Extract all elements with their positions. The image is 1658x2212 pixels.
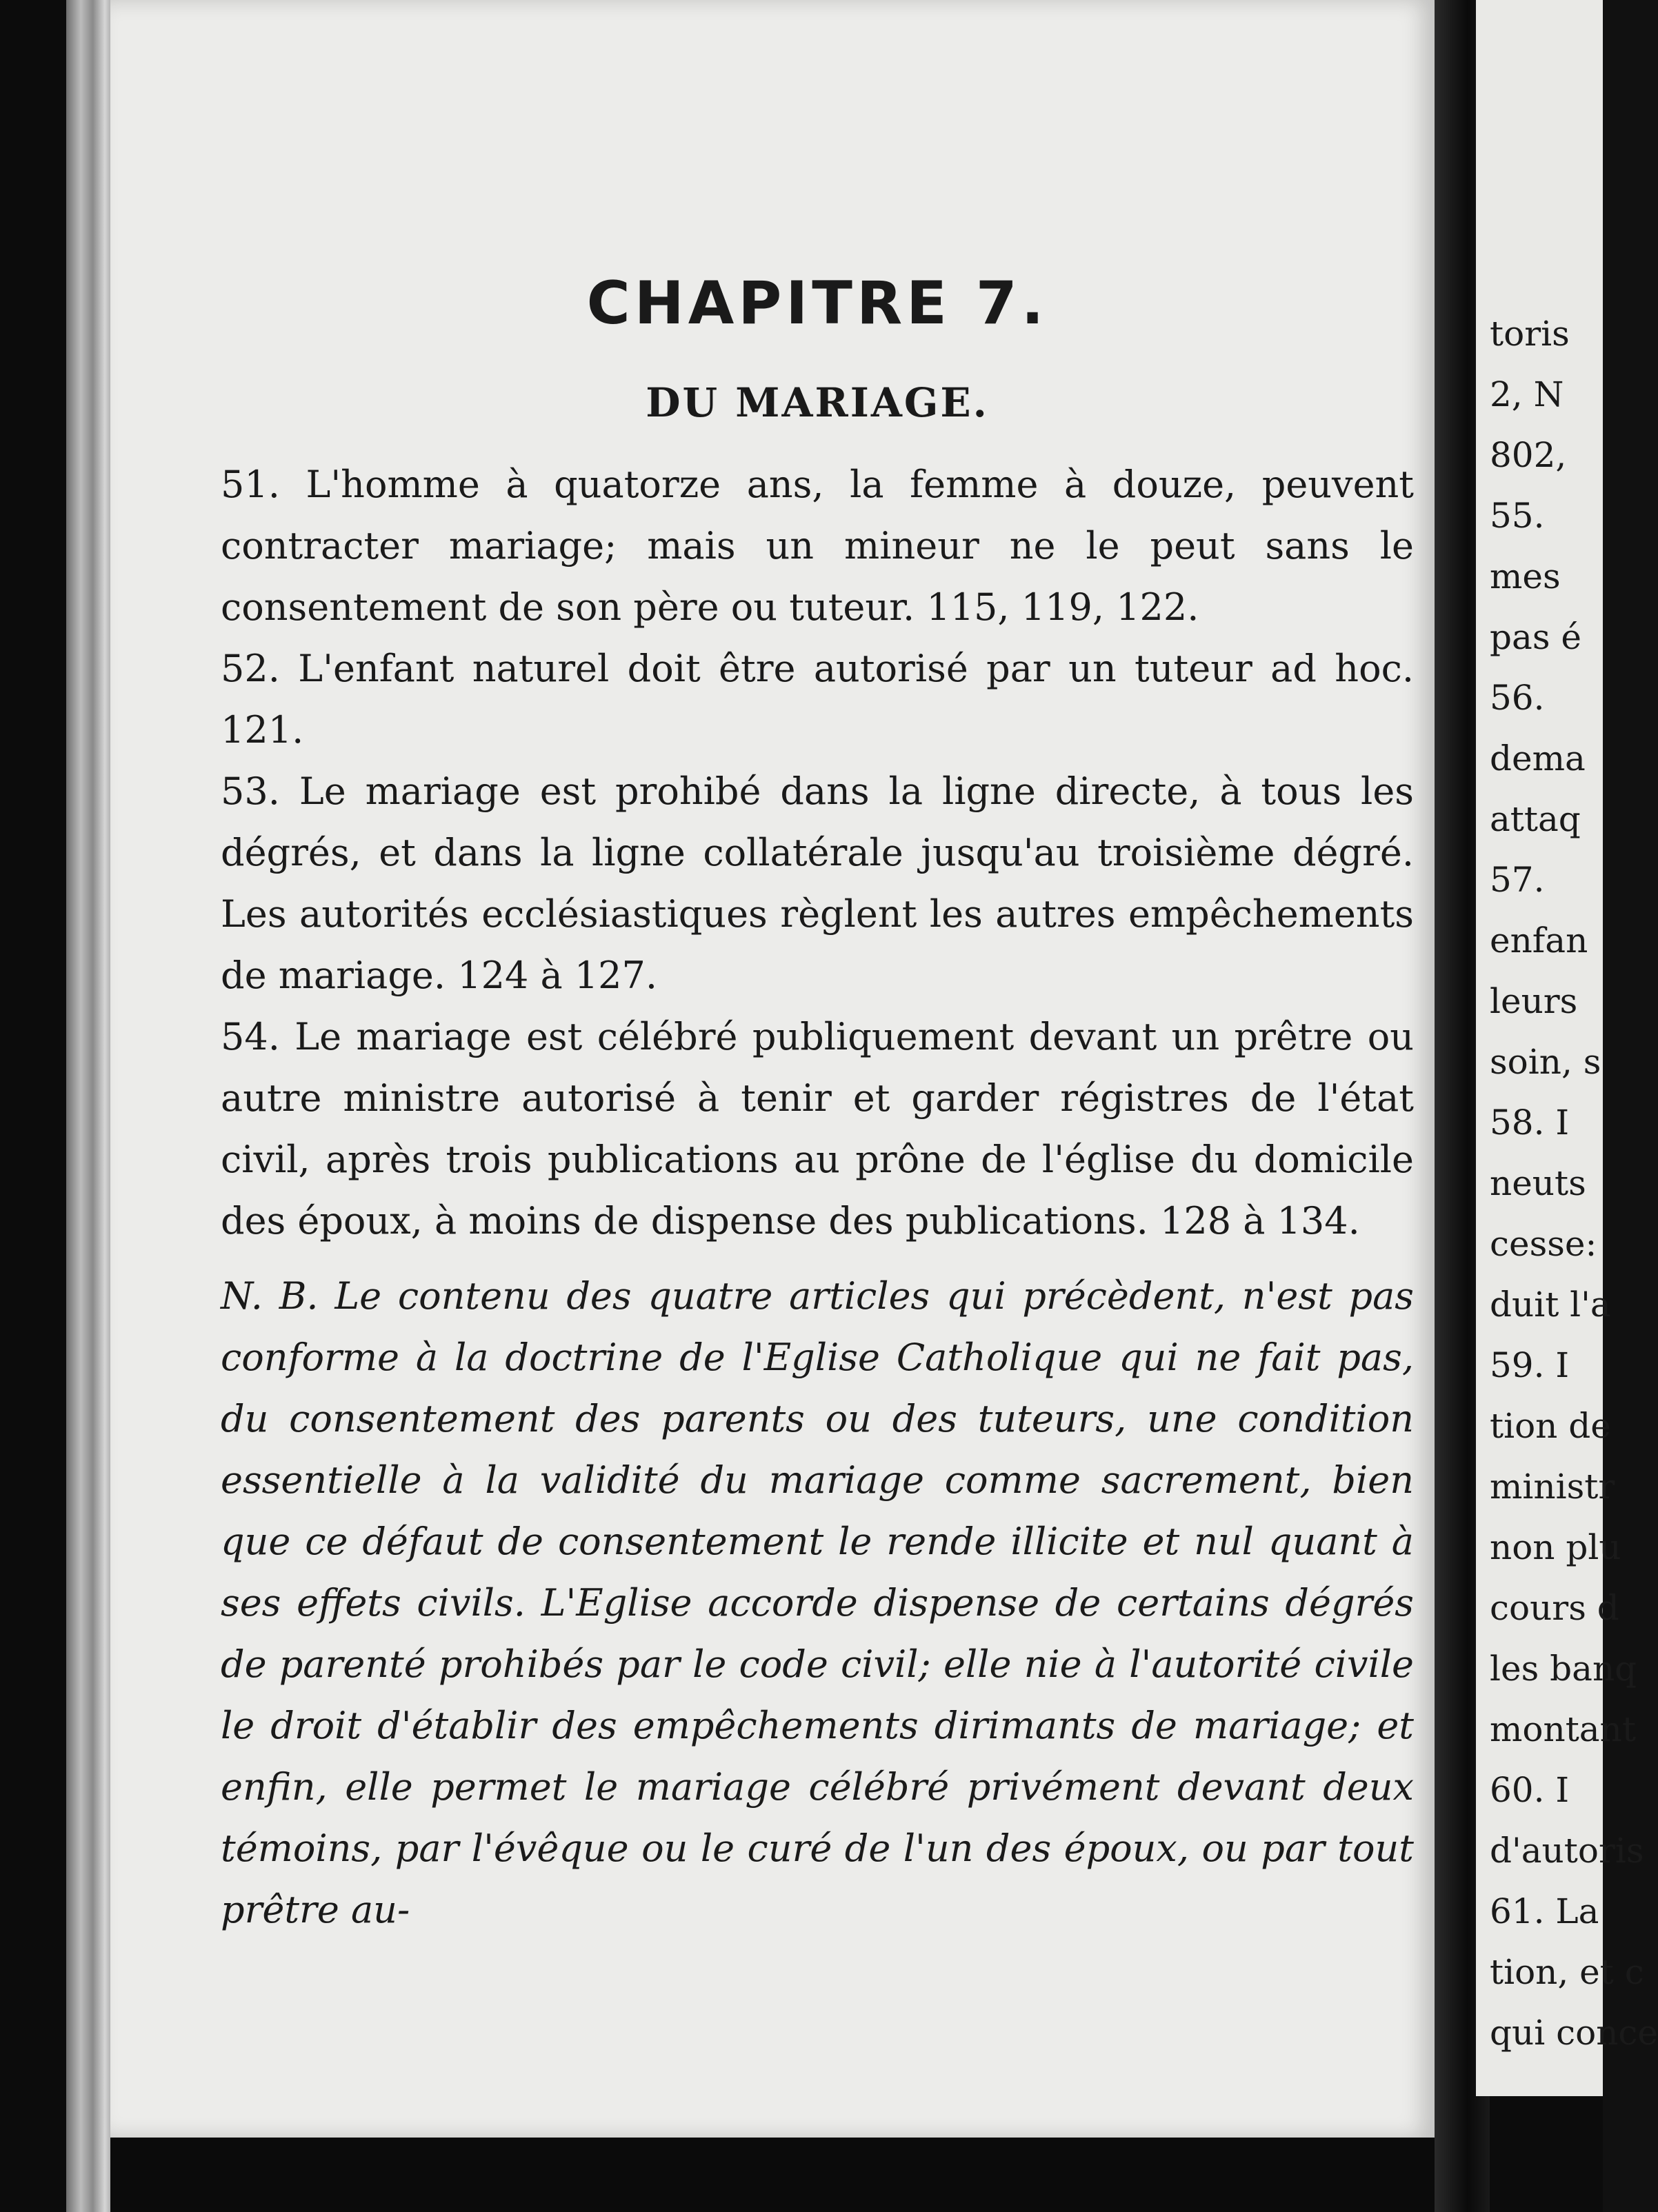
article-54 [221,1006,1414,1251]
article-refs: 115, 119, 122. [926,585,1199,629]
fragment-line: 55. [1490,496,1545,536]
article-text: L'enfant naturel doit être autorisé par un tuteur ad hoc. [298,647,1415,690]
fragment-line: duit l'a [1490,1285,1611,1325]
fragment-line: non plu [1490,1527,1621,1567]
fragment-line: 57. [1490,860,1545,900]
fragment-line: cours d [1490,1588,1619,1628]
article-text: L'homme à quatorze ans, la femme à douze, peuvent contracter mariage; mais un mineur ne le peut sans le consentement de son père ou tuteur. [221,463,1415,629]
fragment-line: neuts [1490,1163,1586,1203]
fragment-line: 56. [1490,678,1545,718]
fragment-line: soin, s [1490,1042,1601,1082]
fragment-line: tion de [1490,1406,1611,1446]
fragment-line: les banq [1490,1649,1637,1689]
scan-bottom-margin [110,2138,1435,2212]
adjacent-page-text [1490,303,1658,2063]
fragment-line: dema [1490,738,1586,778]
fragment-line: pas é [1490,617,1581,657]
page-content [221,269,1414,1940]
fragment-line: 59. I [1490,1345,1570,1385]
fragment-line: attaq [1490,799,1581,839]
article-52 [221,638,1414,761]
fragment-line: 61. La [1490,1891,1599,1931]
fragment-line: mes [1490,556,1561,596]
article-number: 51. [221,463,280,506]
fragment-line: cesse: [1490,1224,1597,1264]
fragment-line: ministr [1490,1467,1615,1507]
fragment-line: 58. I [1490,1103,1570,1143]
fragment-line: 60. I [1490,1770,1570,1810]
article-number: 52. [221,647,280,690]
article-text: Le mariage est prohibé dans la ligne directe, à tous les dégrés, et dans la ligne collatérale jusqu'au troisième dégré. Les autorités ecclésiastiques règlent les autres empêchements de mariage. [221,770,1414,997]
article-number: 54. [221,1015,280,1058]
article-51 [221,454,1414,638]
fragment-line: 802, [1490,435,1567,475]
note-text: Le contenu des quatre articles qui précèdent, n'est pas conforme à la doctrine de l'Eglise Catholique qui ne fait pas, du consentement des parents ou des tuteurs, une condition essentielle à la validité du mariage comme sacrement, bien que ce défaut de consentement le rende illicite et nul quant à ses effets civils. L'Eglise accorde dispense de certains dégrés de parenté prohibés par le code civil; elle nie à l'autorité civile le droit d'établir des empêchements dirimants de mariage; et enfin, elle permet le mariage célébré privément devant deux témoins, par l'évêque ou le curé de l'un des époux, ou par tout prêtre au- [221,1274,1414,1931]
fragment-line: d'autoris [1490,1831,1644,1871]
article-text: Le mariage est célébré publiquement devant un prêtre ou autre ministre autorisé à tenir et garder régistres de l'état civil, après trois publications au prône de l'église du domicile des époux, à moins de dispense des publications. [221,1015,1414,1243]
article-refs: 124 à 127. [457,954,658,997]
chapter-title: CHAPITRE 7. [586,269,1048,338]
fragment-line: montant [1490,1709,1636,1749]
fragment-line: 2, N [1490,374,1564,414]
note-head: N. B. [221,1274,319,1318]
page-edge-left [66,0,114,2212]
article-53 [221,761,1414,1006]
editorial-note [221,1265,1414,1940]
fragment-line: toris [1490,314,1570,354]
article-refs: 121. [221,708,304,752]
fragment-line: qui conce [1490,2013,1658,2053]
article-number: 53. [221,770,280,813]
article-refs: 128 à 134. [1159,1199,1360,1243]
fragment-line: enfan [1490,921,1588,961]
fragment-line: tion, et c [1490,1952,1644,1992]
section-title: DU MARIAGE. [646,379,989,426]
fragment-line: leurs [1490,981,1578,1021]
